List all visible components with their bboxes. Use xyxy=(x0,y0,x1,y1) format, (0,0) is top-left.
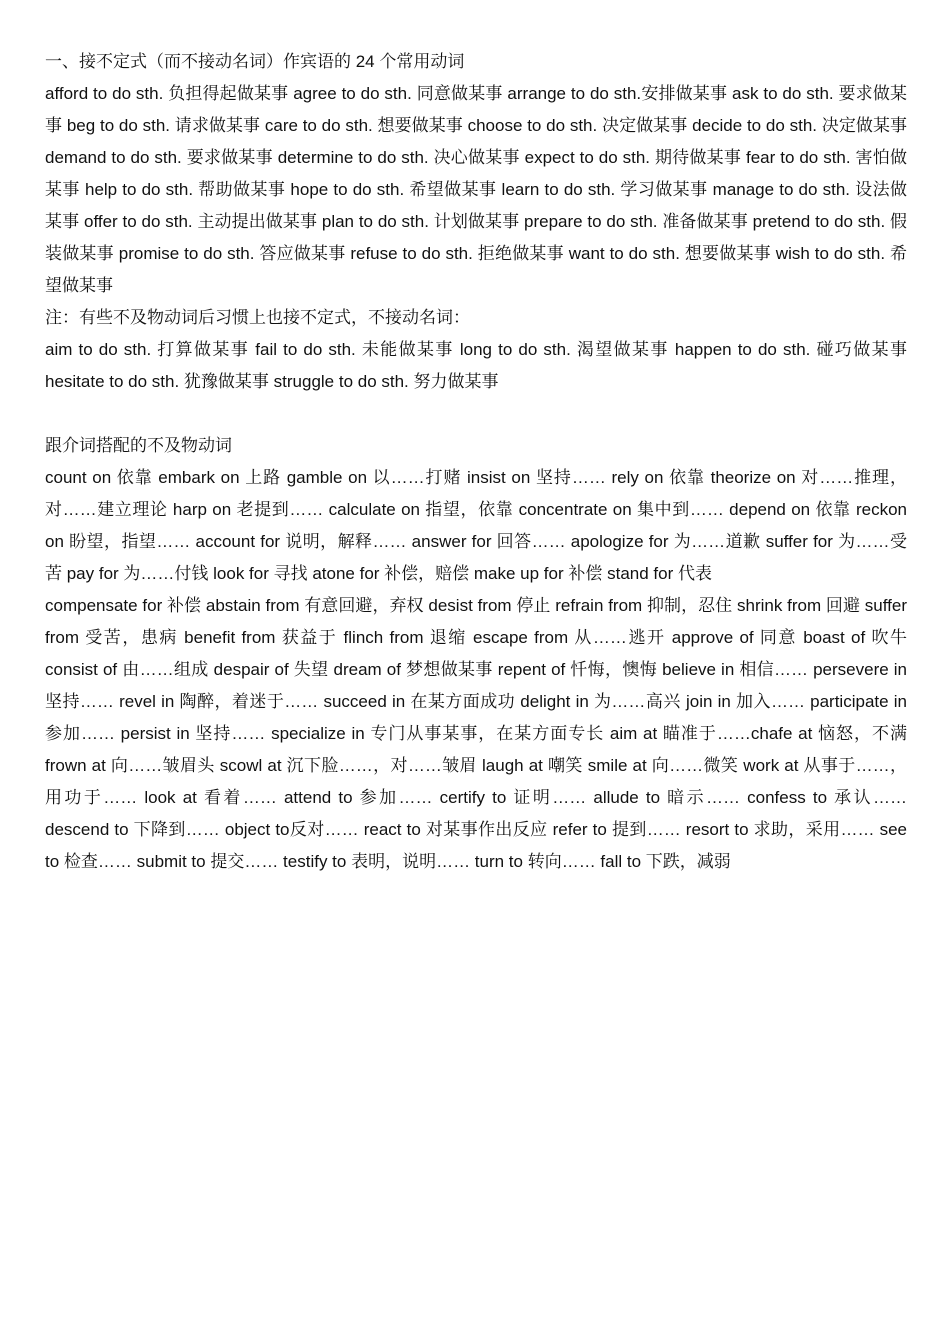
paragraph-spacer xyxy=(45,398,907,430)
section2-from-to-list: compensate for 补偿 abstain from 有意回避，弃权 desist from 停止 refrain from 抑制，忍住 shrink from 回避 suffer from 受苦，患病 benefit from 获益于 flinch from 退缩 escape from 从……逃开 approve of 同意 boast of 吹牛 consist of 由……组成 despair of 失望 dream of 梦想做某事 repent of 忏悔，懊悔 believe in 相信…… persevere in 坚持…… revel in 陶醉，着迷于…… succeed in 在某方面成功 delight in 为……高兴 join in 加入…… participate in 参加…… persist in 坚持…… specialize in 专门从事某事，在某方面专长 aim at 瞄准于……chafe at 恼怒，不满 frown at 向……皱眉头 scowl at 沉下脸……，对……皱眉 laugh at 嘲笑 smile at 向……微笑 work at 从事于……，用功于…… look at 看着…… attend to 参加…… certify to 证明…… allude to 暗示…… confess to 承认…… descend to 下降到…… object to反对…… react to 对某事作出反应 refer to 提到…… resort to 求助，采用…… see to 检查…… submit to 提交…… testify to 表明，说明…… turn to 转向…… fall to 下跌，减弱 xyxy=(45,596,907,871)
section1-note-heading: 注：有些不及物动词后习惯上也接不定式，不接动名词： xyxy=(45,308,470,327)
section2-on-for-list: count on 依靠 embark on 上路 gamble on 以……打赌 insist on 坚持…… rely on 依靠 theorize on 对……推理，对……建立理论 harp on 老提到…… calculate on 指望，依靠 concentrate on 集中到…… depend on 依靠 reckon on 盼望，指望…… account for 说明，解释…… answer for 回答…… apologize for 为……道歉 suffer for 为……受苦 pay for 为……付钱 look for 寻找 atone for 补偿，赔偿 make up for 补偿 stand for 代表 xyxy=(45,468,907,583)
section1-verb-list: afford to do sth. 负担得起做某事 agree to do sth. 同意做某事 arrange to do sth.安排做某事 ask to do sth. 要求做某事 beg to do sth. 请求做某事 care to do sth. 想要做某事 choose to do sth. 决定做某事 decide to do sth. 决定做某事 demand to do sth. 要求做某事 determine to do sth. 决心做某事 expect to do sth. 期待做某事 fear to do sth. 害怕做某事 help to do sth. 帮助做某事 hope to do sth. 希望做某事 learn to do sth. 学习做某事 manage to do sth. 设法做某事 offer to do sth. 主动提出做某事 plan to do sth. 计划做某事 prepare to do sth. 准备做某事 pretend to do sth. 假装做某事 promise to do sth. 答应做某事 refuse to do sth. 拒绝做某事 want to do sth. 想要做某事 wish to do sth. 希望做某事 xyxy=(45,84,908,295)
section1-heading: 一、接不定式（而不接动名词）作宾语的 24 个常用动词 xyxy=(45,52,465,71)
document-page xyxy=(45,46,907,878)
section1-note-list: aim to do sth. 打算做某事 fail to do sth. 未能做某事 long to do sth. 渴望做某事 happen to do sth. 碰巧做某事 hesitate to do sth. 犹豫做某事 struggle to do sth. 努力做某事 xyxy=(45,340,907,391)
section2-heading: 跟介词搭配的不及物动词 xyxy=(45,436,232,455)
